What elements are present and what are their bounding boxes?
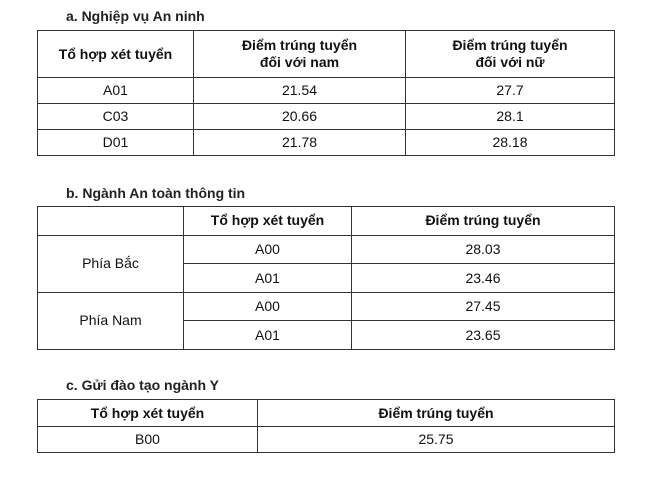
cell-combo: A01 (38, 78, 194, 104)
header-combo: Tổ hợp xét tuyển (38, 400, 258, 427)
cell-score: 27.45 (352, 292, 615, 321)
table-header-row (38, 31, 615, 78)
table-header-row (38, 400, 615, 427)
cell-score-female: 28.18 (406, 130, 615, 156)
header-score-male (194, 31, 406, 78)
table-row (38, 292, 615, 321)
cell-score: 23.46 (352, 264, 615, 293)
cell-region-south: Phía Nam (38, 292, 184, 349)
header-combo: Tổ hợp xét tuyển (38, 31, 194, 78)
cell-region-north: Phía Bắc (38, 235, 184, 292)
table-row (38, 78, 615, 104)
cell-combo: A01 (184, 321, 352, 350)
cell-combo: B00 (38, 427, 258, 453)
header-score-male-line2: đối với nam (259, 54, 340, 70)
header-score: Điểm trúng tuyển (352, 207, 615, 236)
table-row (38, 104, 615, 130)
table-an-toan-thong-tin (37, 206, 615, 350)
cell-combo: A00 (184, 235, 352, 264)
header-score-male-line1: Điểm trúng tuyển (241, 37, 358, 54)
cell-combo: A00 (184, 292, 352, 321)
cell-combo: A01 (184, 264, 352, 293)
header-score-female-line1: Điểm trúng tuyển (452, 37, 568, 54)
header-score-female-line2: đối với nữ (475, 54, 545, 70)
cell-combo: C03 (38, 104, 194, 130)
cell-score-male: 21.78 (194, 130, 406, 156)
cell-score-female: 28.1 (406, 104, 615, 130)
table-row (38, 130, 615, 156)
header-score-female (406, 31, 615, 78)
section-a-heading: a. Nghiệp vụ An ninh (66, 8, 205, 24)
cell-score: 25.75 (258, 427, 615, 453)
table-row (38, 427, 615, 453)
cell-score-female: 27.7 (406, 78, 615, 104)
section-b-heading: b. Ngành An toàn thông tin (66, 185, 246, 201)
table-row (38, 235, 615, 264)
table-nghiep-vu-an-ninh (37, 30, 615, 156)
cell-score: 23.65 (352, 321, 615, 350)
header-region (38, 207, 184, 236)
table-header-row (38, 207, 615, 236)
cell-combo: D01 (38, 130, 194, 156)
cell-score-male: 21.54 (194, 78, 406, 104)
section-c-heading: c. Gửi đào tạo ngành Y (66, 377, 220, 393)
table-gui-dao-tao-nganh-y (37, 399, 615, 453)
cell-score-male: 20.66 (194, 104, 406, 130)
header-score: Điểm trúng tuyển (258, 400, 615, 427)
header-combo: Tổ hợp xét tuyển (184, 207, 352, 236)
cell-score: 28.03 (352, 235, 615, 264)
